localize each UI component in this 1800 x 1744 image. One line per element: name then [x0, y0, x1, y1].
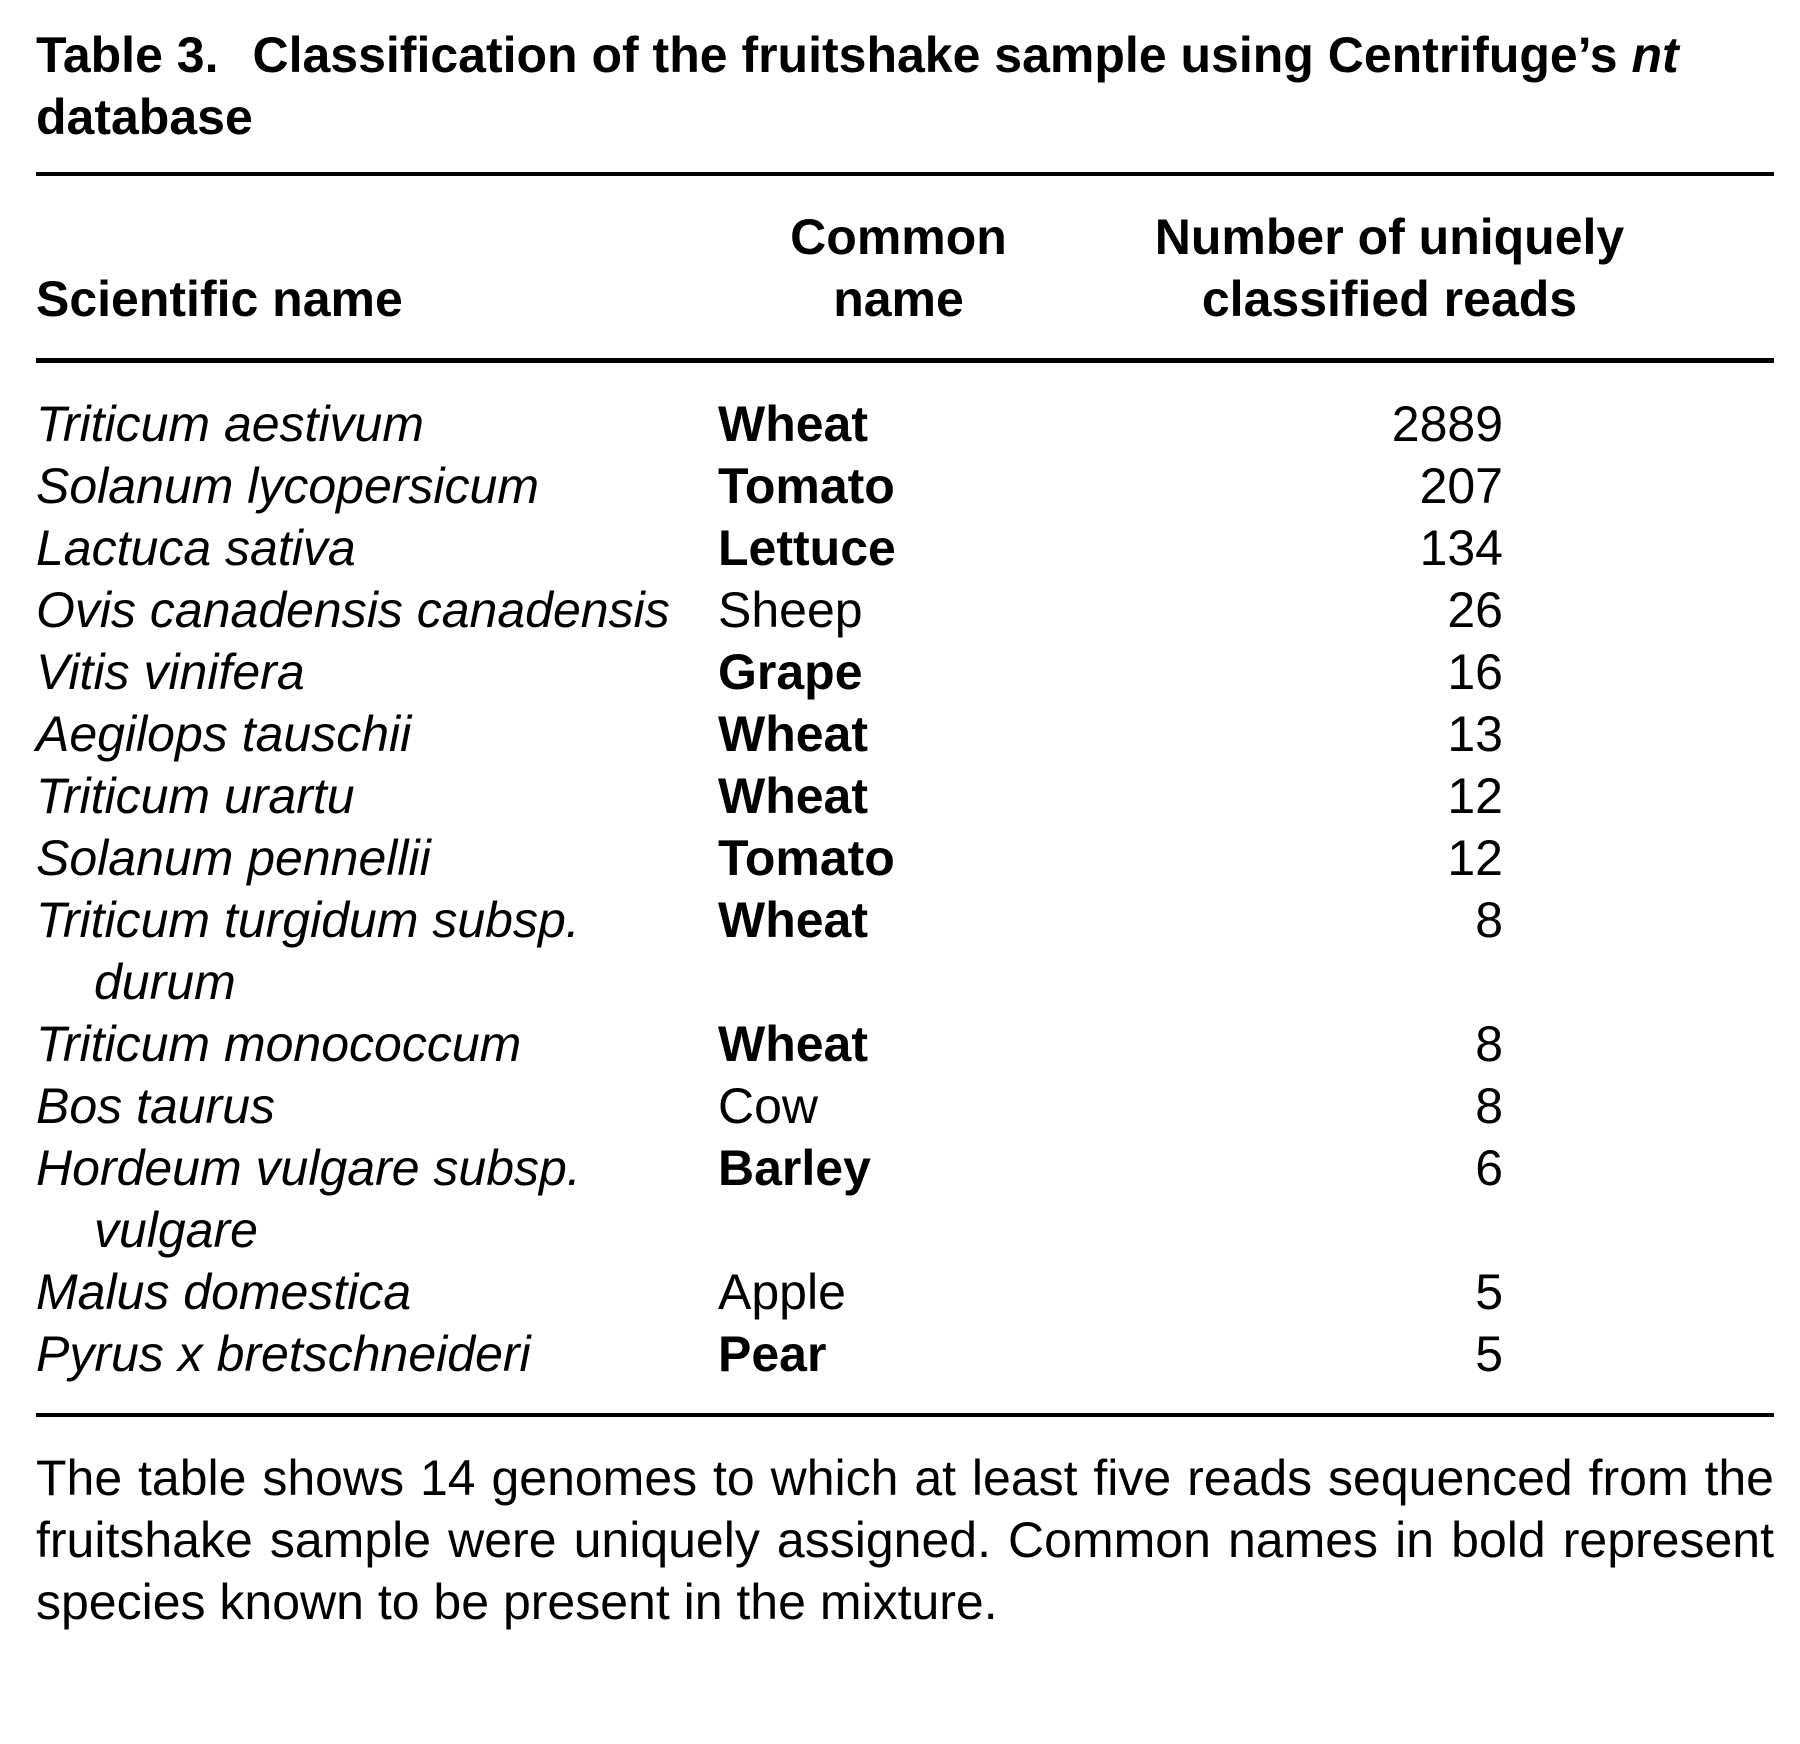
common-name-cell: Cow	[718, 1078, 819, 1134]
reads-count-cell: 16	[1447, 644, 1503, 700]
scientific-name: Triticum aestivum	[36, 396, 425, 452]
common-name-cell: Wheat	[718, 768, 868, 824]
table-row	[36, 703, 1774, 765]
spacer-cell	[1523, 1323, 1774, 1385]
table-row	[36, 363, 1774, 455]
spacer-cell	[1523, 703, 1774, 765]
scientific-name-cell	[36, 1075, 691, 1137]
reads-count-cell: 2889	[1391, 396, 1503, 452]
scientific-name: Bos taurus	[36, 1078, 276, 1134]
table-row	[36, 579, 1774, 641]
scientific-name: Triticum urartu	[36, 768, 355, 824]
table-row	[36, 765, 1774, 827]
common-name-cell: Tomato	[718, 458, 895, 514]
scientific-name-cell	[36, 455, 691, 517]
scientific-name-cell	[36, 363, 691, 455]
table-label: Table 3.	[36, 27, 219, 83]
table-row	[36, 455, 1774, 517]
scientific-name-cell	[36, 1137, 691, 1261]
scientific-name-cell	[36, 1013, 691, 1075]
table-figure	[36, 24, 1774, 1683]
reads-count-cell: 12	[1447, 830, 1503, 886]
spacer-cell	[1523, 641, 1774, 703]
scientific-name-cell	[36, 641, 691, 703]
scientific-name-cell	[36, 703, 691, 765]
table-body	[36, 363, 1774, 1385]
table-row	[36, 1323, 1774, 1385]
common-name-cell: Lettuce	[718, 520, 896, 576]
common-name-cell: Tomato	[718, 830, 895, 886]
scientific-name: Solanum lycopersicum	[36, 458, 539, 514]
scientific-name-cell	[36, 765, 691, 827]
common-name-cell: Sheep	[718, 582, 863, 638]
table-row	[36, 517, 1774, 579]
spacer-cell	[1523, 1261, 1774, 1323]
reads-count-cell: 13	[1447, 706, 1503, 762]
scientific-name-cell	[36, 1261, 691, 1323]
common-name-cell: Wheat	[718, 396, 868, 452]
header-reads: Number of uniquely classified reads	[1154, 209, 1625, 327]
scientific-name-cell	[36, 517, 691, 579]
table-title-text: Classification of the fruitshake sample using Centrifuge’s	[252, 27, 1618, 83]
spacer-cell	[1523, 579, 1774, 641]
table-footnote: The table shows 14 genomes to which at least five reads sequenced from the fruitshake sample were uniquely assigned. Common names in bold represent species known to be present in the mixture.	[36, 1450, 1774, 1630]
spacer-cell	[1523, 827, 1774, 889]
table-title-text-end: database	[36, 89, 253, 145]
common-name-cell: Wheat	[718, 1016, 868, 1072]
scientific-name: Lactuca sativa	[36, 520, 356, 576]
table-row	[36, 1261, 1774, 1323]
spacer-cell	[1523, 889, 1774, 1013]
scientific-name: Malus domestica	[36, 1264, 412, 1320]
reads-count-cell: 134	[1419, 520, 1503, 576]
scientific-name: Ovis canadensis canadensis	[36, 582, 670, 638]
spacer-cell	[1523, 765, 1774, 827]
table-row	[36, 1075, 1774, 1137]
common-name-cell: Wheat	[718, 892, 868, 948]
reads-count-cell: 5	[1475, 1326, 1503, 1382]
common-name-cell: Apple	[718, 1264, 846, 1320]
scientific-name: Triticum turgidum subsp. durum	[36, 892, 580, 1010]
common-name-cell: Pear	[718, 1326, 827, 1382]
scientific-name: Triticum monococcum	[36, 1016, 522, 1072]
header-row	[36, 176, 1774, 358]
reads-count-cell: 8	[1475, 1078, 1503, 1134]
common-name-cell: Grape	[718, 644, 863, 700]
classification-table	[36, 176, 1774, 1385]
table-row	[36, 889, 1774, 1013]
spacer-cell	[1523, 455, 1774, 517]
scientific-name-cell	[36, 827, 691, 889]
reads-count-cell: 207	[1419, 458, 1503, 514]
scientific-name: Aegilops tauschii	[36, 706, 412, 762]
reads-count-cell: 8	[1475, 892, 1503, 948]
reads-count-cell: 5	[1475, 1264, 1503, 1320]
scientific-name: Solanum pennellii	[36, 830, 431, 886]
common-name-cell: Wheat	[718, 706, 868, 762]
reads-count-cell: 26	[1447, 582, 1503, 638]
table-row	[36, 1137, 1774, 1261]
scientific-name: Hordeum vulgare subsp. vulgare	[36, 1140, 581, 1258]
spacer-cell	[1523, 1013, 1774, 1075]
scientific-name-cell	[36, 579, 691, 641]
table-row	[36, 827, 1774, 889]
common-name-cell: Barley	[718, 1140, 871, 1196]
header-scientific-name: Scientific name	[36, 271, 403, 327]
scientific-name-cell	[36, 889, 691, 1013]
reads-count-cell: 8	[1475, 1016, 1503, 1072]
reads-count-cell: 12	[1447, 768, 1503, 824]
table-row	[36, 641, 1774, 703]
spacer-cell	[1523, 1137, 1774, 1261]
table-row	[36, 1013, 1774, 1075]
spacer-cell	[1523, 363, 1774, 455]
table-caption	[36, 24, 1774, 148]
scientific-name: Vitis vinifera	[36, 644, 305, 700]
spacer-cell	[1523, 1075, 1774, 1137]
reads-count-cell: 6	[1475, 1140, 1503, 1196]
spacer-cell	[1523, 517, 1774, 579]
bottom-rule	[36, 1413, 1774, 1417]
scientific-name: Pyrus x bretschneideri	[36, 1326, 531, 1382]
scientific-name-cell	[36, 1323, 691, 1385]
table-title-emphasis: nt	[1631, 27, 1679, 83]
header-common-name: Common name	[790, 209, 1007, 327]
